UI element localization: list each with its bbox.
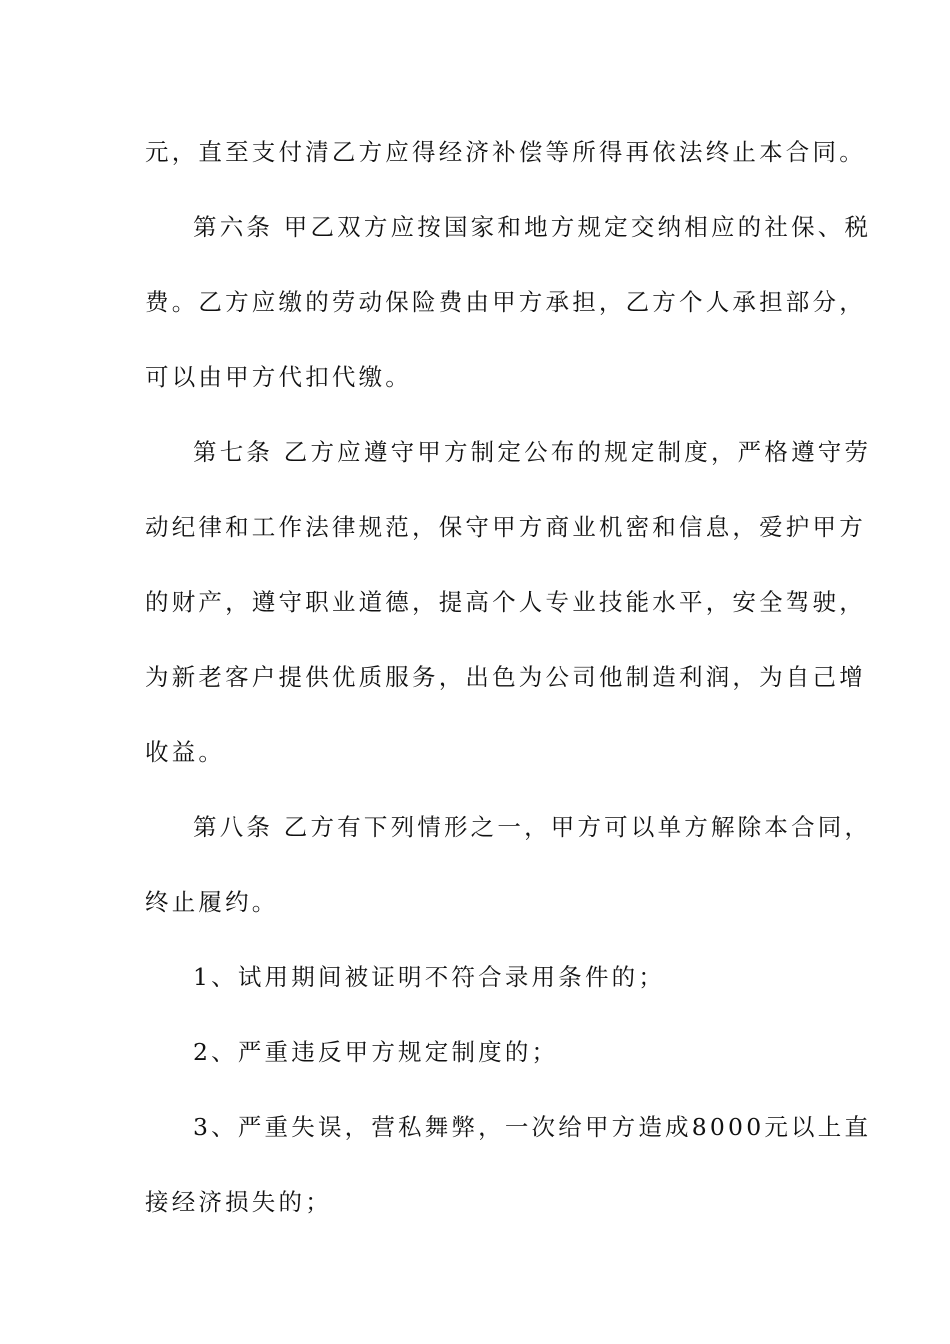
paragraph-line: 终止履约。 — [145, 888, 279, 916]
list-item-2: 2、严重违反甲方规定制度的； — [193, 1038, 559, 1066]
article-6-heading-line: 第六条 甲乙双方应按国家和地方规定交纳相应的社保、税 — [193, 213, 872, 241]
paragraph-line: 为新老客户提供优质服务，出色为公司他制造利润，为自己增 — [145, 663, 866, 691]
paragraph-line: 收益。 — [145, 738, 226, 766]
article-8-heading-line: 第八条 乙方有下列情形之一，甲方可以单方解除本合同， — [193, 813, 872, 841]
paragraph-line: 动纪律和工作法律规范，保守甲方商业机密和信息，爱护甲方 — [145, 513, 866, 541]
article-7-heading-line: 第七条 乙方应遵守甲方制定公布的规定制度，严格遵守劳 — [193, 438, 872, 466]
list-item-3: 3、严重失误，营私舞弊，一次给甲方造成8000元以上直 — [193, 1113, 872, 1141]
paragraph-line: 接经济损失的； — [145, 1188, 332, 1216]
paragraph-line: 的财产，遵守职业道德，提高个人专业技能水平，安全驾驶， — [145, 588, 866, 616]
list-item-1: 1、试用期间被证明不符合录用条件的； — [193, 963, 666, 991]
paragraph-line: 可以由甲方代扣代缴。 — [145, 363, 412, 391]
paragraph-line: 费。乙方应缴的劳动保险费由甲方承担，乙方个人承担部分， — [145, 288, 866, 316]
paragraph-line: 元，直至支付清乙方应得经济补偿等所得再依法终止本合同。 — [145, 138, 866, 166]
